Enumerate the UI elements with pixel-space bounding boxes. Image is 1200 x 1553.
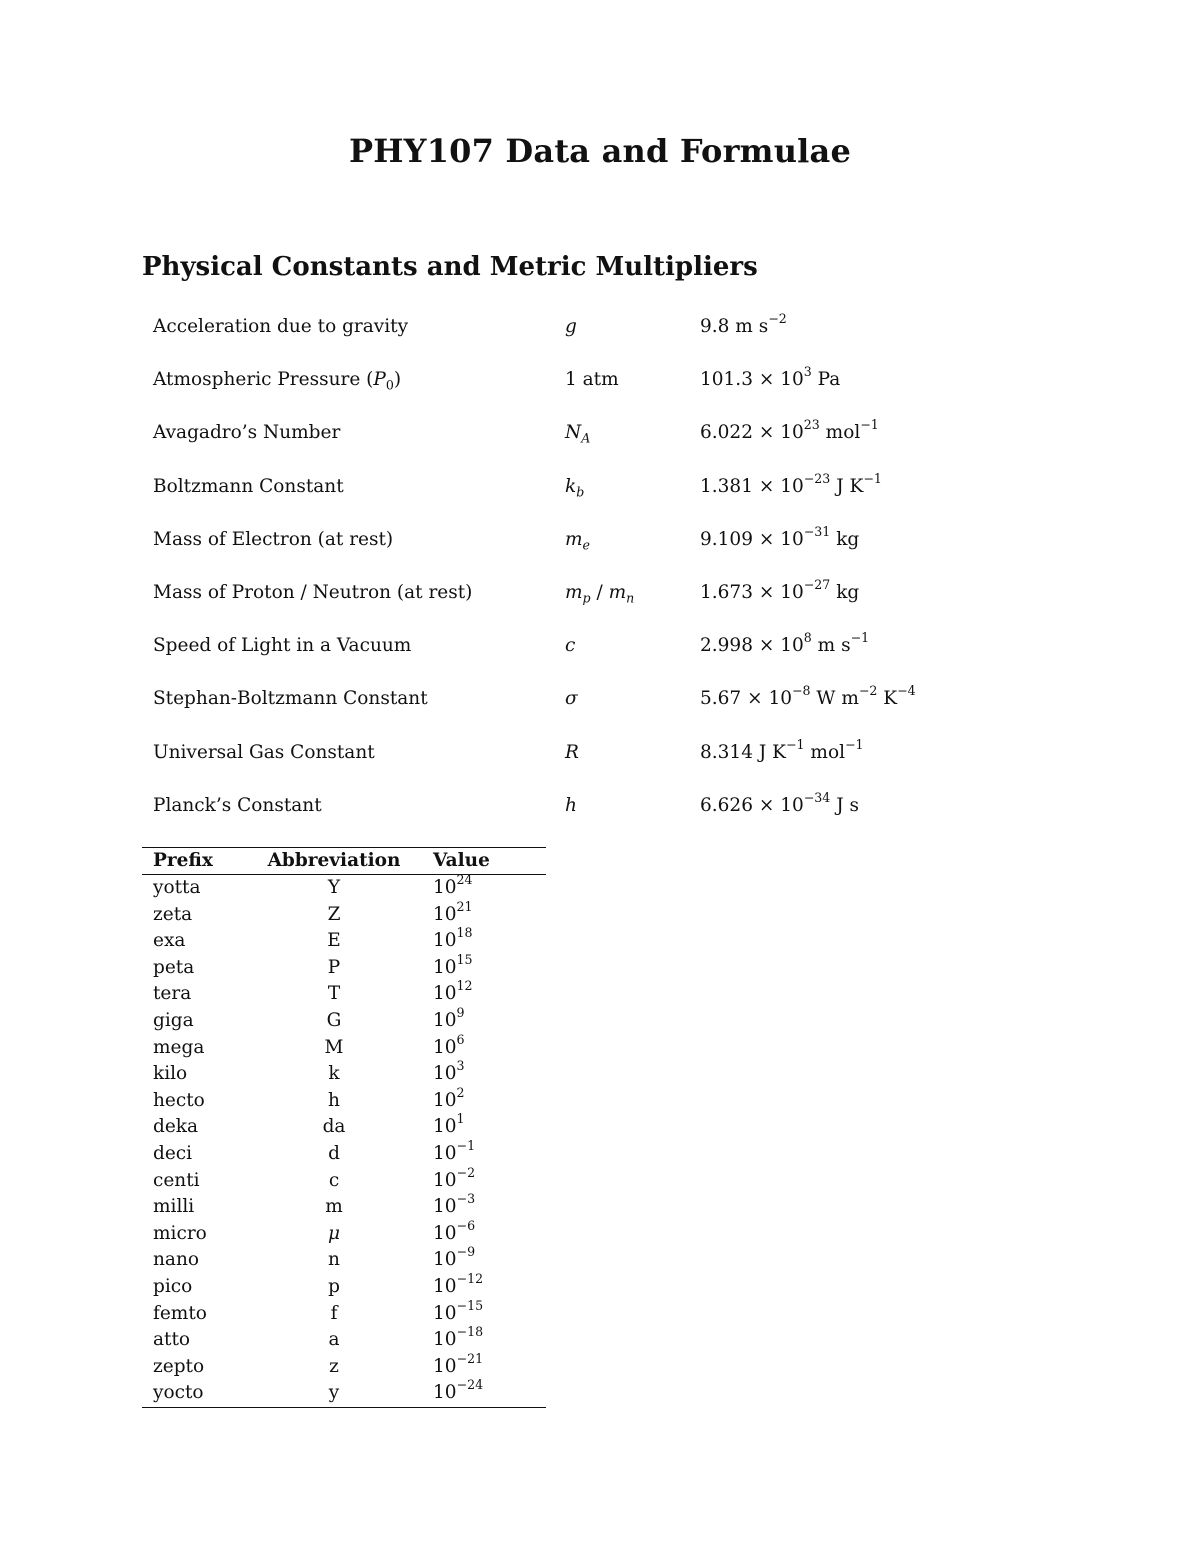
value-base: 10 <box>433 1355 457 1377</box>
value-text: 2.998 × 10 <box>700 635 804 657</box>
value-base: 10 <box>433 1089 457 1111</box>
value-exponent: −6 <box>456 1217 476 1233</box>
value-unit: m s <box>811 635 851 657</box>
abbreviation-cell: P <box>327 956 341 978</box>
symbol-text: k <box>565 475 577 497</box>
value-base: 10 <box>433 1302 457 1324</box>
value-base: 10 <box>433 1196 457 1218</box>
value-exponent: 1 <box>456 1111 465 1127</box>
value-unit-2: K <box>877 688 898 710</box>
table-row <box>142 1141 546 1168</box>
constant-name: Universal Gas Constant <box>153 741 375 763</box>
table-row <box>142 1168 546 1195</box>
value-text: 101.3 × 10 <box>700 369 804 391</box>
symbol-subscript: e <box>582 537 590 553</box>
value-cell <box>423 1350 546 1381</box>
table-row <box>142 1327 546 1354</box>
value-base: 10 <box>433 1036 457 1058</box>
value-cell <box>423 1031 546 1062</box>
prefix-table-body <box>142 872 546 1408</box>
constant-name: Planck’s Constant <box>153 794 322 816</box>
value-exponent: −15 <box>456 1297 484 1313</box>
value-exponent: 15 <box>456 951 473 967</box>
prefix-cell: yotta <box>153 877 201 898</box>
abbreviation-cell: y <box>245 1380 423 1407</box>
value-exponent: −34 <box>803 789 831 805</box>
constants-list <box>153 310 1053 842</box>
value-text: 5.67 × 10 <box>700 688 792 710</box>
value-unit: mol <box>819 422 861 444</box>
constant-row <box>153 470 1053 523</box>
constant-value <box>700 523 860 550</box>
prefix-cell: tera <box>153 983 192 1005</box>
abbreviation-cell: G <box>326 1009 342 1031</box>
value-exponent: 8 <box>803 630 812 646</box>
value-exponent: 18 <box>456 925 473 941</box>
value-base: 10 <box>433 1116 457 1138</box>
value-text: 1.673 × 10 <box>700 581 804 603</box>
metric-prefix-table <box>142 847 546 1408</box>
symbol-subscript: p <box>582 590 591 606</box>
abbreviation-cell: p <box>328 1275 340 1297</box>
constant-symbol: 1 atm <box>565 369 619 391</box>
prefix-cell: deka <box>153 1116 199 1138</box>
value-cell <box>423 1005 546 1035</box>
value-exponent: 9 <box>456 1005 465 1021</box>
value-cell <box>423 1297 546 1328</box>
table-row <box>142 902 546 929</box>
prefix-cell: hecto <box>153 1089 205 1111</box>
value-unit: Pa <box>811 369 841 391</box>
constant-value <box>700 311 787 337</box>
constant-value <box>700 364 841 391</box>
abbreviation-cell: E <box>327 930 341 952</box>
value-base: 10 <box>433 1142 457 1164</box>
table-row <box>142 1194 546 1221</box>
value-cell <box>423 1271 546 1301</box>
value-exponent: −18 <box>456 1324 484 1340</box>
table-row <box>142 981 546 1008</box>
value-unit: kg <box>830 581 860 603</box>
prefix-cell: zepto <box>153 1355 205 1377</box>
abbreviation-cell: da <box>322 1116 346 1138</box>
prefix-cell: atto <box>153 1329 191 1351</box>
value-exponent: 2 <box>456 1084 465 1100</box>
value-base: 10 <box>433 1249 457 1271</box>
prefix-cell: exa <box>153 930 186 952</box>
table-row <box>142 1380 546 1407</box>
table-row <box>142 1088 546 1115</box>
abbreviation-cell: a <box>328 1329 340 1351</box>
value-exponent: −24 <box>456 1377 484 1393</box>
value-exponent: −1 <box>456 1138 476 1154</box>
symbol-subscript: b <box>576 483 585 499</box>
value-base: 10 <box>433 1169 457 1191</box>
value-text: 9.109 × 10 <box>700 528 804 550</box>
symbol-subscript: A <box>581 430 591 446</box>
value-cell <box>423 1324 546 1354</box>
value-text: 9.8 m s <box>700 316 769 337</box>
value-exponent: −1 <box>785 736 805 752</box>
value-base: 10 <box>433 956 457 978</box>
symbol-text: m <box>565 528 583 550</box>
value-base: 10 <box>433 903 457 925</box>
value-exponent: 21 <box>456 898 473 914</box>
value-exponent: −27 <box>803 577 831 593</box>
table-row <box>142 1301 546 1328</box>
value-base: 10 <box>433 1275 457 1297</box>
value-cell <box>423 1111 546 1141</box>
value-cell <box>423 1191 546 1221</box>
abbreviation-cell: T <box>327 983 341 1005</box>
value-unit-exponent: −2 <box>858 683 878 699</box>
constant-value <box>700 417 879 444</box>
value-exponent: −2 <box>768 311 787 327</box>
prefix-cell: zeta <box>153 903 193 925</box>
constant-row <box>153 576 1053 629</box>
value-base: 10 <box>433 1382 457 1404</box>
constant-name: Stephan-Boltzmann Constant <box>153 688 428 710</box>
prefix-cell: micro <box>153 1222 207 1244</box>
value-cell <box>423 1138 546 1168</box>
table-row <box>142 928 546 955</box>
value-exponent: −2 <box>456 1164 476 1180</box>
prefix-cell: peta <box>153 956 195 978</box>
table-row <box>142 1247 546 1274</box>
constant-row <box>153 310 1053 363</box>
name-end: ) <box>393 369 402 391</box>
value-unit-exponent: −1 <box>845 736 864 752</box>
table-header-row <box>142 848 546 875</box>
value-unit: mol <box>804 741 845 763</box>
value-cell <box>423 1217 546 1248</box>
abbreviation-cell: n <box>328 1249 340 1271</box>
value-exponent: −12 <box>456 1271 484 1287</box>
column-header-prefix: Prefix <box>142 848 245 875</box>
constant-name: Boltzmann Constant <box>153 475 344 497</box>
value-cell <box>423 978 546 1008</box>
value-unit: W m <box>810 688 859 710</box>
constant-symbol: g <box>565 316 577 337</box>
constant-row <box>153 789 1053 842</box>
constant-value <box>700 736 864 763</box>
value-cell <box>423 1164 546 1195</box>
table-row <box>142 1274 546 1301</box>
table-row <box>142 1354 546 1381</box>
prefix-cell: yocto <box>142 1380 245 1407</box>
prefix-cell: mega <box>153 1036 205 1058</box>
value-cell <box>423 898 546 929</box>
value-cell <box>423 1058 546 1088</box>
abbreviation-cell: M <box>324 1036 344 1058</box>
value-cell <box>423 1244 546 1274</box>
value-base: 10 <box>433 1222 457 1244</box>
value-exponent: −21 <box>456 1350 484 1366</box>
prefix-cell: deci <box>153 1142 193 1164</box>
prefix-cell: centi <box>153 1169 200 1191</box>
abbreviation-cell: f <box>330 1302 338 1324</box>
table-row <box>142 1008 546 1035</box>
value-cell <box>423 951 546 982</box>
constant-row <box>153 363 1053 416</box>
constant-symbol: σ <box>565 688 578 710</box>
symbol-text-2: m <box>608 581 627 603</box>
symbol-text: m <box>565 581 583 603</box>
constant-value <box>700 470 882 497</box>
constant-row <box>153 416 1053 469</box>
abbreviation-cell: k <box>328 1063 340 1085</box>
prefix-cell: pico <box>153 1275 193 1297</box>
value-unit-exponent-2: −4 <box>897 683 916 699</box>
value-base: 10 <box>433 930 457 952</box>
value-unit-exponent: −1 <box>863 470 882 486</box>
section-heading: Physical Constants and Metric Multipliers <box>142 252 758 282</box>
value-cell <box>423 1377 546 1407</box>
abbreviation-cell: c <box>328 1169 340 1191</box>
value-unit: J K <box>830 475 864 497</box>
name-subscript: 0 <box>385 377 394 393</box>
constant-symbol <box>565 476 584 497</box>
value-exponent: 3 <box>456 1058 465 1074</box>
value-cell <box>423 872 546 902</box>
table-row <box>142 1061 546 1088</box>
name-text: Atmospheric Pressure ( <box>153 369 374 391</box>
table-row <box>142 955 546 982</box>
value-unit-exponent: −1 <box>850 630 870 646</box>
constant-name: Mass of Electron (at rest) <box>153 528 394 550</box>
abbreviation-cell: z <box>329 1355 339 1377</box>
value-base: 10 <box>433 1063 457 1085</box>
value-exponent: −8 <box>792 683 811 699</box>
value-exponent: −23 <box>803 470 831 486</box>
abbreviation-cell: h <box>328 1089 340 1111</box>
value-exponent: 6 <box>456 1031 465 1047</box>
constant-symbol <box>565 581 635 606</box>
constant-value <box>700 683 916 710</box>
constant-name <box>153 369 402 393</box>
constant-symbol: h <box>565 794 577 816</box>
value-exponent: 12 <box>456 978 473 994</box>
value-cell <box>423 1084 546 1115</box>
value-base: 10 <box>433 877 457 898</box>
constant-value <box>700 577 860 603</box>
constant-row <box>153 629 1053 682</box>
value-exponent: −9 <box>456 1244 476 1260</box>
value-exponent: 23 <box>803 417 820 433</box>
value-text: 8.314 J K <box>700 741 786 763</box>
prefix-cell: nano <box>153 1249 199 1271</box>
value-base: 10 <box>433 983 457 1005</box>
document-title: PHY107 Data and Formulae <box>348 132 852 170</box>
constant-row <box>153 736 1053 789</box>
value-unit: kg <box>830 528 860 550</box>
value-text: 1.381 × 10 <box>700 475 804 497</box>
abbreviation-cell: m <box>325 1196 343 1218</box>
value-base: 10 <box>433 1009 457 1031</box>
value-cell <box>423 925 546 955</box>
symbol-separator: / <box>590 581 609 603</box>
constant-name: Acceleration due to gravity <box>153 316 409 337</box>
constant-value <box>700 630 870 657</box>
abbreviation-cell: μ <box>327 1222 341 1244</box>
constant-symbol <box>565 422 591 446</box>
constant-value <box>700 789 859 816</box>
table-row <box>142 1221 546 1248</box>
prefix-cell: femto <box>153 1302 207 1324</box>
value-exponent: 24 <box>456 872 473 888</box>
name-symbol: P <box>373 369 386 391</box>
symbol-subscript-2: n <box>626 590 635 606</box>
symbol-text: N <box>565 422 582 444</box>
constant-symbol: c <box>565 635 576 657</box>
constant-row <box>153 523 1053 576</box>
constant-symbol <box>565 528 590 553</box>
abbreviation-cell: Y <box>327 877 341 898</box>
column-header-abbreviation: Abbreviation <box>245 848 423 875</box>
value-exponent: −31 <box>803 523 831 539</box>
value-exponent: 3 <box>803 364 812 380</box>
constant-name: Speed of Light in a Vacuum <box>153 635 412 657</box>
table-row <box>142 875 546 902</box>
value-text: 6.022 × 10 <box>700 422 804 444</box>
constant-name: Avagadro’s Number <box>153 422 341 444</box>
constant-row <box>153 682 1053 735</box>
value-exponent: −3 <box>456 1191 476 1207</box>
constant-symbol: R <box>565 741 579 763</box>
prefix-cell: giga <box>153 1009 194 1031</box>
column-header-value: Value <box>423 848 546 875</box>
value-unit: J s <box>830 794 859 816</box>
prefix-cell: milli <box>153 1196 195 1218</box>
abbreviation-cell: d <box>328 1142 340 1164</box>
value-base: 10 <box>433 1329 457 1351</box>
prefix-cell: kilo <box>153 1063 188 1085</box>
abbreviation-cell: Z <box>327 903 341 925</box>
constant-name: Mass of Proton / Neutron (at rest) <box>153 581 473 603</box>
table-row <box>142 1035 546 1062</box>
value-unit-exponent: −1 <box>860 417 879 433</box>
value-text: 6.626 × 10 <box>700 794 804 816</box>
table-row <box>142 1114 546 1141</box>
